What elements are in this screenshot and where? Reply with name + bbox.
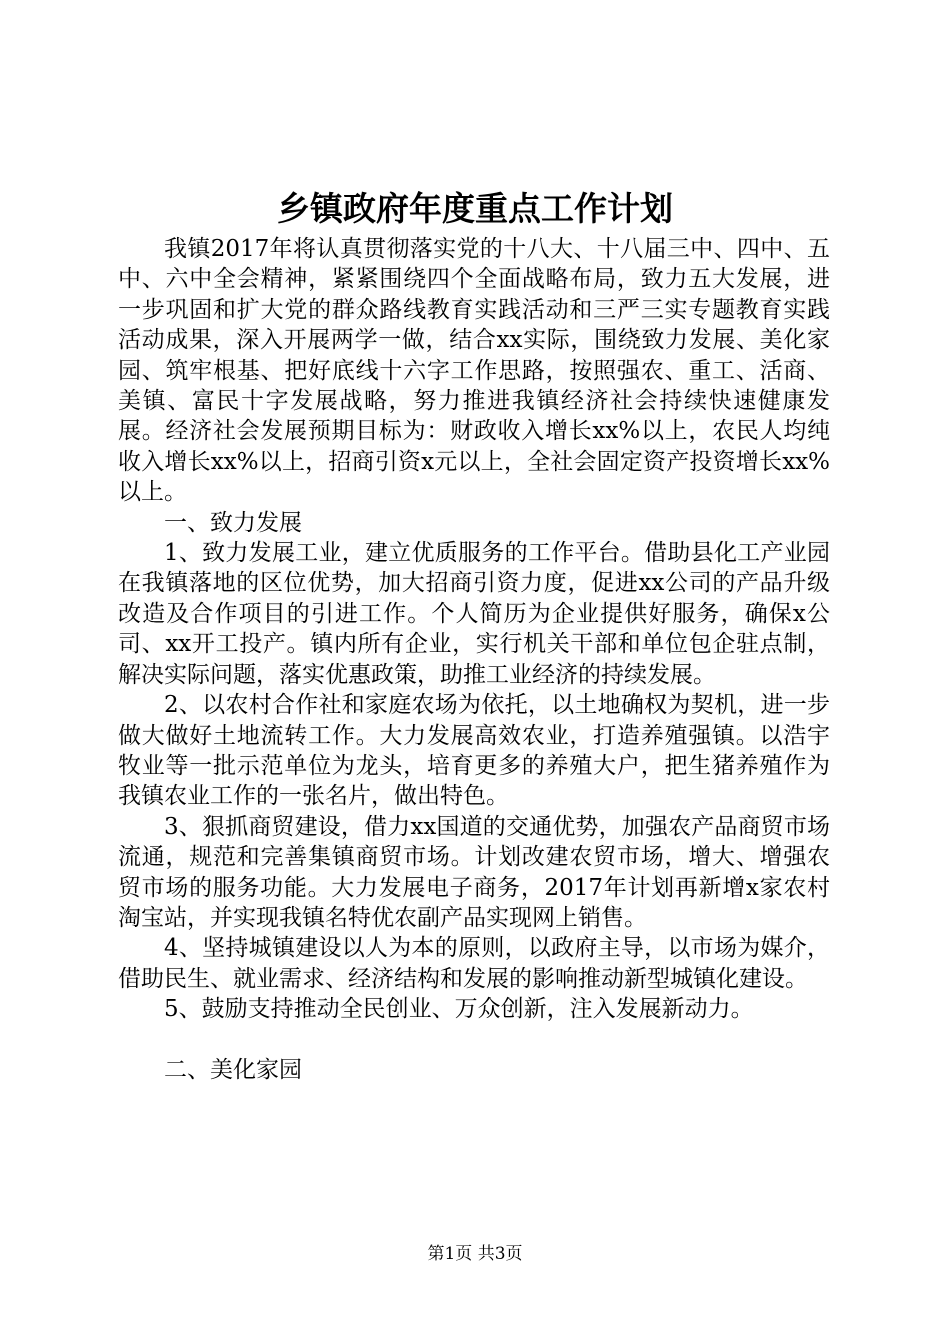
document-title: 乡镇政府年度重点工作计划 [277,189,673,228]
section-heading-2: 二、美化家园 [164,1056,302,1083]
item-paragraph-4: 4、坚持城镇建设以人为本的原则，以政府主导，以市场为媒介，借助民生、就业需求、经济结构和发展的影响推动新型城镇化建设。 [118,935,830,992]
intro-paragraph: 我镇2017年将认真贯彻落实党的十八大、十八届三中、四中、五中、六中全会精神，紧紧围绕四个全面战略布局，致力五大发展，进一步巩固和扩大党的群众路线教育实践活动和三严三实专题教育实践活动成果，深入开展两学一做，结合xx实际，围绕致力发展、美化家园、筑牢根基、把好底线十六字工作思路，按照强农、重工、活商、美镇、富民十字发展战略，努力推进我镇经济社会持续快速健康发展。经济社会发展预期目标为：财政收入增长xx%以上，农民人均纯收入增长xx%以上，招商引资x元以上，全社会固定资产投资增长xx%以上。 [118,236,830,506]
item-paragraph-2: 2、以农村合作社和家庭农场为依托，以土地确权为契机，进一步做大做好土地流转工作。大力发展高效农业，打造养殖强镇。以浩宇牧业等一批示范单位为龙头，培育更多的养殖大户，把生猪养殖作为我镇农业工作的一张名片，做出特色。 [118,692,830,810]
page-footer: 第1页 共3页 [427,1244,523,1264]
item-paragraph-5: 5、鼓励支持推动全民创业、万众创新，注入发展新动力。 [164,996,754,1023]
document-body [118,234,830,1085]
item-paragraph-1: 1、致力发展工业，建立优质服务的工作平台。借助县化工产业园在我镇落地的区位优势，加大招商引资力度，促进xx公司的产品升级改造及合作项目的引进工作。个人简历为企业提供好服务，确保x公司、xx开工投产。镇内所有企业，实行机关干部和单位包企驻点制，解决实际问题，落实优惠政策，助推工业经济的持续发展。 [118,540,830,688]
section-heading-1: 一、致力发展 [164,509,302,536]
item-paragraph-3: 3、狠抓商贸建设，借力xx国道的交通优势，加强农产品商贸市场流通，规范和完善集镇商贸市场。计划改建农贸市场，增大、增强农贸市场的服务功能。大力发展电子商务，2017年计划再新增x家农村淘宝站，并实现我镇名特优农副产品实现网上销售。 [118,813,830,931]
paragraph-spacer [118,1025,830,1055]
